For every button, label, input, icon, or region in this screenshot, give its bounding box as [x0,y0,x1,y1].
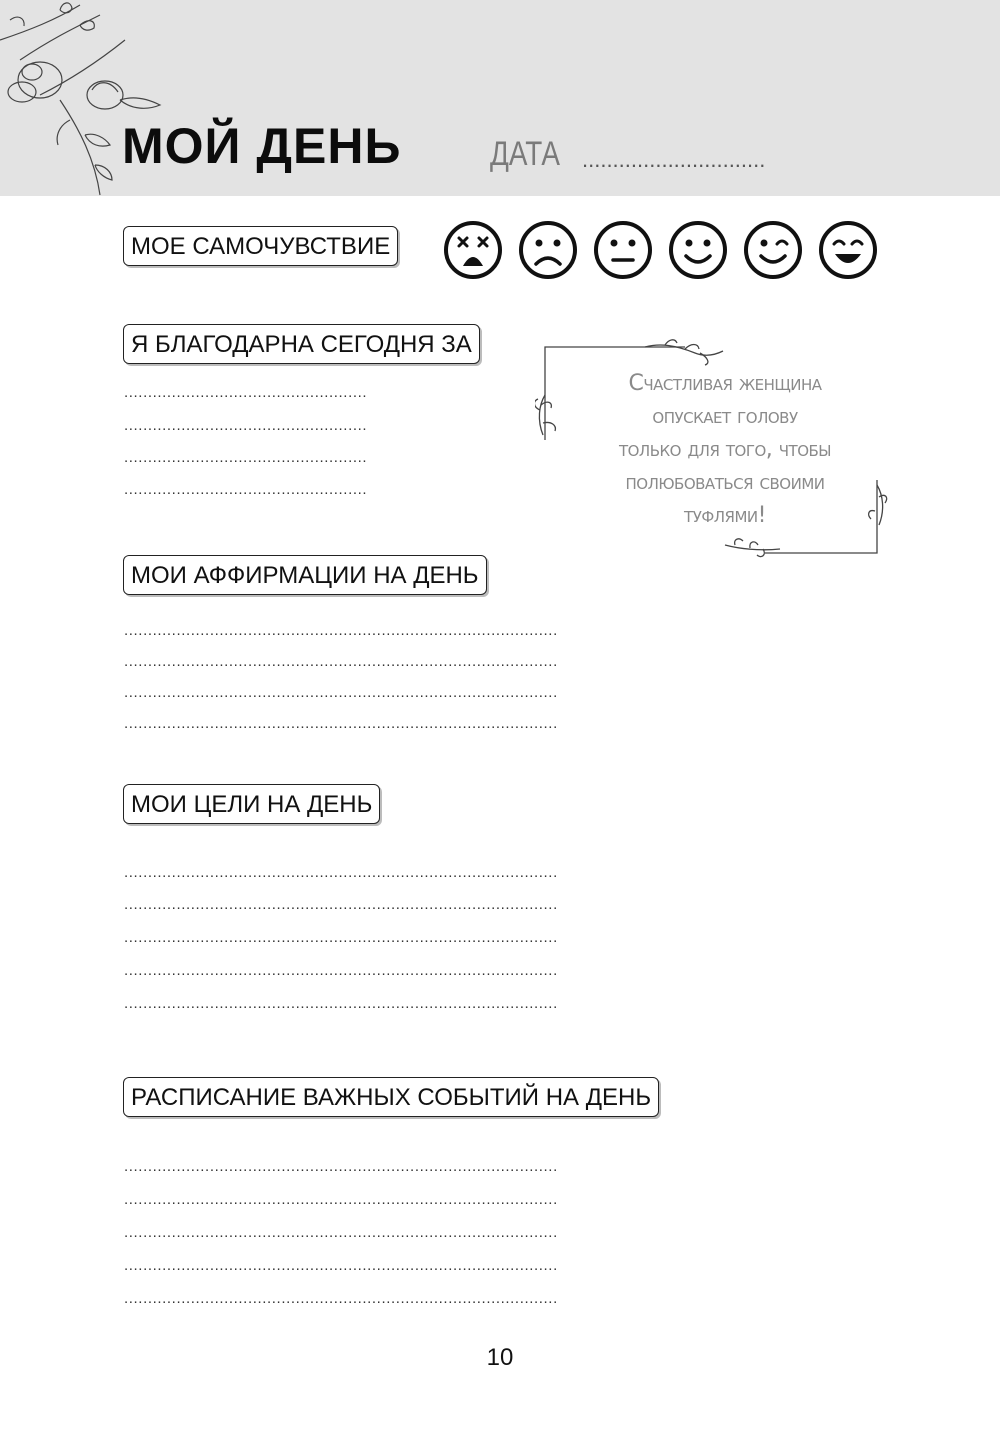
mood-label: МОЕ САМОЧУВСТВИЕ [123,226,398,266]
schedule-line[interactable]: ........................................................................................... [124,1291,558,1307]
winking-face-icon[interactable] [743,220,803,280]
goal-line[interactable]: ........................................................................................... [124,897,558,913]
goals-label: МОИ ЦЕЛИ НА ДЕНЬ [123,784,380,824]
date-input-line[interactable]: .............................. [582,147,766,172]
quote-line: туфлями! [684,503,766,528]
quote-text [560,367,890,532]
goal-line[interactable]: ........................................................................................... [124,865,558,881]
quote-line: полюбоваться своими [625,470,825,495]
page-number: 10 [486,1344,514,1371]
affirmation-line[interactable]: ........................................................................................... [124,685,558,701]
goal-line[interactable]: ........................................................................................... [124,996,558,1012]
affirmations-label: МОИ АФФИРМАЦИИ НА ДЕНЬ [123,555,487,595]
gratitude-line[interactable]: ................................................... [124,385,368,401]
smiling-face-icon[interactable] [668,220,728,280]
goal-line[interactable]: ........................................................................................... [124,963,558,979]
affirmation-line[interactable]: ........................................................................................... [124,716,558,732]
sad-face-icon[interactable] [518,220,578,280]
affirmation-line[interactable]: ........................................................................................... [124,654,558,670]
schedule-label: РАСПИСАНИЕ ВАЖНЫХ СОБЫТИЙ НА ДЕНЬ [123,1077,659,1117]
dizzy-face-icon[interactable] [443,220,503,280]
neutral-face-icon[interactable] [593,220,653,280]
laughing-face-icon[interactable] [818,220,878,280]
gratitude-line[interactable]: ................................................... [124,450,368,466]
schedule-line[interactable]: ........................................................................................... [124,1159,558,1175]
affirmation-line[interactable]: ........................................................................................... [124,623,558,639]
quote-line: опускает голову [652,404,798,429]
schedule-line[interactable]: ........................................................................................... [124,1258,558,1274]
schedule-line[interactable]: ........................................................................................... [124,1225,558,1241]
date-label: ДАТА [490,135,561,173]
quote-line: Счастливая женщина [628,371,822,396]
gratitude-line[interactable]: ................................................... [124,418,368,434]
gratitude-line[interactable]: ................................................... [124,482,368,498]
page-title: МОЙ ДЕНЬ [122,118,402,174]
gratitude-label: Я БЛАГОДАРНА СЕГОДНЯ ЗА [123,324,480,364]
schedule-line[interactable]: ........................................................................................... [124,1192,558,1208]
quote-line: только для того, чтобы [618,437,832,462]
goal-line[interactable]: ........................................................................................... [124,930,558,946]
